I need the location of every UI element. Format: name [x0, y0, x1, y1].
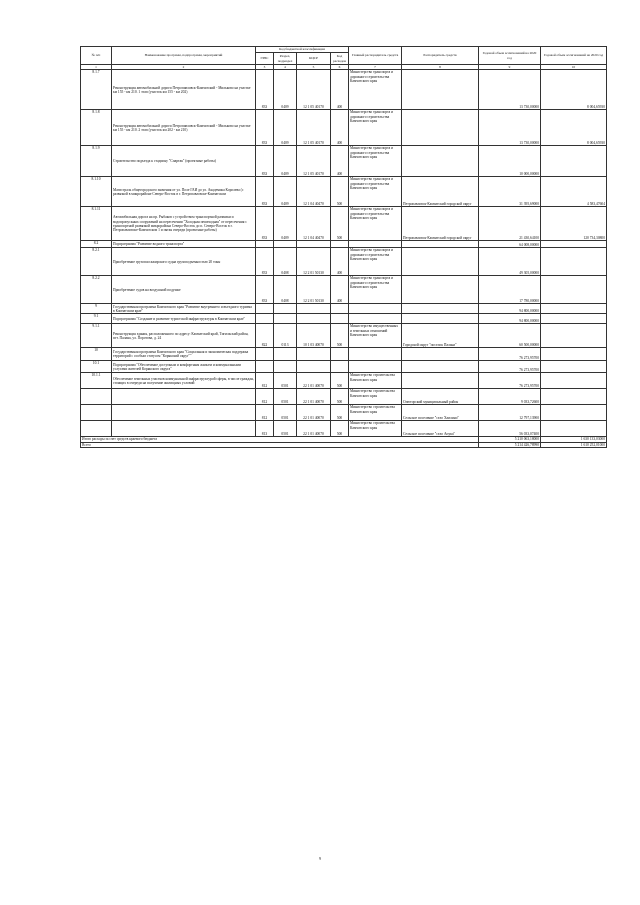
- row-name: Подпрограмма "Развитие водного транспорта": [112, 241, 256, 248]
- row-value-2: [541, 324, 607, 348]
- row-manager: Министерство строительства Камчатского края: [349, 421, 402, 437]
- row-recipient: Сельское поселение "село Хаилино": [402, 405, 479, 421]
- row-recipient: Петропавловск-Камчатский городской округ: [402, 177, 479, 207]
- column-number: 4: [274, 65, 297, 70]
- row-ksr: 22 1 01 40070: [297, 421, 331, 437]
- table-row: [81, 146, 607, 177]
- row-manager: Министерство строительства Камчатского края: [349, 373, 402, 389]
- header-sum-2020b: Годовой объем ассигнований на 2020 год: [541, 47, 607, 65]
- row-ksr: 22 1 01 40070: [297, 405, 331, 421]
- total-row: [81, 442, 607, 447]
- row-value-2: [541, 405, 607, 421]
- row-recipient: Петропавловск-Камчатский городской округ: [402, 207, 479, 241]
- row-name: Подпрограмма "Обеспечение доступным и комфортным жильем и коммунальными услугами жителей Корякского округа": [112, 361, 256, 373]
- row-number: 8.1.10: [81, 177, 112, 207]
- row-razdel: 0408: [274, 276, 297, 304]
- row-grbs: [256, 314, 274, 324]
- row-number: 8.1.11: [81, 207, 112, 241]
- row-value-2: [541, 276, 607, 304]
- row-manager: [349, 241, 402, 248]
- table-row: [81, 248, 607, 276]
- row-kvr: 400: [331, 276, 349, 304]
- row-manager: Министерство транспорта и дорожного строительства Камчатского края: [349, 276, 402, 304]
- row-razdel: 0409: [274, 70, 297, 110]
- row-razdel: 0501: [274, 389, 297, 405]
- row-recipient: [402, 241, 479, 248]
- table-row: [81, 177, 607, 207]
- row-number: 8.1.9: [81, 146, 112, 177]
- header-manager: Главный распорядитель средств: [349, 47, 402, 65]
- row-kvr: 400: [331, 146, 349, 177]
- row-value-2: 4 583,47604: [541, 177, 607, 207]
- row-value-1: 10 000,00000: [479, 146, 541, 177]
- row-value-2: 8 004,65930: [541, 70, 607, 110]
- row-grbs: 833: [256, 70, 274, 110]
- column-number: 10: [541, 65, 607, 70]
- row-number: [81, 421, 112, 437]
- row-value-1: 12 797,13900: [479, 405, 541, 421]
- row-name: Строительство подъезда к стадиону "Спартак" (проектные работы): [112, 146, 256, 177]
- row-number: 10.1: [81, 361, 112, 373]
- total-value-2: 1 610 252,01000: [541, 442, 607, 447]
- row-manager: Министерство строительства Камчатского края: [349, 405, 402, 421]
- row-value-1: 94 800,00000: [479, 304, 541, 314]
- column-number: 2: [112, 65, 256, 70]
- column-number: 6: [331, 65, 349, 70]
- row-grbs: 833: [256, 248, 274, 276]
- row-razdel: 0408: [274, 248, 297, 276]
- total-label: Всего: [81, 442, 479, 447]
- row-kvr: [331, 241, 349, 248]
- row-ksr: 12 2 01 50130: [297, 276, 331, 304]
- row-kvr: 400: [331, 248, 349, 276]
- row-manager: Министерство транспорта и дорожного строительства Камчатского края: [349, 248, 402, 276]
- row-razdel: [274, 304, 297, 314]
- row-value-1: 13 730,00000: [479, 70, 541, 110]
- row-grbs: 812: [256, 373, 274, 389]
- row-grbs: 812: [256, 389, 274, 405]
- row-grbs: 822: [256, 324, 274, 348]
- row-ksr: [297, 241, 331, 248]
- row-kvr: 500: [331, 373, 349, 389]
- row-name: Приобретение судов на воздушной подушке: [112, 276, 256, 304]
- row-grbs: 833: [256, 207, 274, 241]
- row-recipient: [402, 70, 479, 110]
- row-grbs: 812: [256, 405, 274, 421]
- row-name: Реконструкция автомобильной дороги Петропавловск-Камчатский - Мильково на участке км 155 - км 210. 2 этап (участок км 202 - км 210): [112, 110, 256, 146]
- row-value-2: 120 734,30800: [541, 207, 607, 241]
- appropriations-table: [80, 46, 607, 448]
- row-kvr: 400: [331, 110, 349, 146]
- row-value-2: [541, 389, 607, 405]
- row-value-2: [541, 361, 607, 373]
- row-recipient: [402, 304, 479, 314]
- column-number: 9: [479, 65, 541, 70]
- row-name: [112, 421, 256, 437]
- table-row: [81, 241, 607, 248]
- row-number: 8.1.8: [81, 110, 112, 146]
- table-row: [81, 276, 607, 304]
- row-value-1: 9 033,72600: [479, 389, 541, 405]
- row-recipient: Городской округ "поселок Палана": [402, 324, 479, 348]
- table-row: [81, 389, 607, 405]
- row-razdel: [274, 348, 297, 361]
- row-value-1: 94 800,00000: [479, 314, 541, 324]
- row-grbs: 833: [256, 146, 274, 177]
- row-recipient: Олюторский муниципальный район: [402, 389, 479, 405]
- table-body: [81, 70, 607, 437]
- row-ksr: 12 2 01 50130: [297, 248, 331, 276]
- header-razdel: Раздел, подраздел: [274, 53, 297, 65]
- row-kvr: [331, 348, 349, 361]
- row-name: Магистраль общегородского значения от ул. Поле ГАИ до ул. Академика Королева (с развязкой в микрорайоне Северо-Восток в г. Петропавловске-Камчатском: [112, 177, 256, 207]
- row-value-2: [541, 421, 607, 437]
- row-razdel: 0409: [274, 207, 297, 241]
- row-name: [112, 389, 256, 405]
- row-kvr: 500: [331, 324, 349, 348]
- row-razdel: 0409: [274, 146, 297, 177]
- row-name: Автомобильная дорога на пр. Рыбаков с устройством транспортной развязки и водопропускных сооружений на пересечении "Холодная пешеходная" от пересечения с транспортной развязкой микрорайона Северо-Восток до п. Северо-Восток в г. Петропавловске-Камчатском 1 и пятая очереди (проектные работы): [112, 207, 256, 241]
- column-number: 1: [81, 65, 112, 70]
- row-number: [81, 389, 112, 405]
- header-sum-2020: Годовой объем ассигнований на 2020 год: [479, 47, 541, 65]
- row-number: 8.2.1: [81, 248, 112, 276]
- header-name: Наименование программ, подпрограмм, мероприятий: [112, 47, 256, 65]
- row-kvr: 400: [331, 70, 349, 110]
- total-value-1: 5 214 426,78990: [479, 442, 541, 447]
- row-kvr: 500: [331, 207, 349, 241]
- row-ksr: 10 1 03 40070: [297, 324, 331, 348]
- row-kvr: 500: [331, 177, 349, 207]
- row-grbs: 833: [256, 276, 274, 304]
- table-row: [81, 314, 607, 324]
- header-ksr: КЦСР: [297, 53, 331, 65]
- header-num: № п/п: [81, 47, 112, 65]
- row-ksr: 12 1 05 40170: [297, 70, 331, 110]
- row-value-1: 64 008,00000: [479, 241, 541, 248]
- row-recipient: [402, 248, 479, 276]
- row-value-2: [541, 373, 607, 389]
- row-razdel: 0409: [274, 110, 297, 146]
- row-recipient: [402, 373, 479, 389]
- row-razdel: [274, 361, 297, 373]
- row-manager: Министерство строительства Камчатского края: [349, 389, 402, 405]
- row-value-2: [541, 304, 607, 314]
- table-row: [81, 405, 607, 421]
- row-value-2: [541, 348, 607, 361]
- row-kvr: [331, 314, 349, 324]
- row-name: Обеспечение земельных участков коммунальной инфраструктурой сферы, в числе граждан, стоящих в очереди на получение жилищных условий: [112, 373, 256, 389]
- row-recipient: [402, 146, 479, 177]
- row-ksr: [297, 361, 331, 373]
- row-recipient: [402, 314, 479, 324]
- table-row: [81, 324, 607, 348]
- row-number: 10.1.1: [81, 373, 112, 389]
- row-manager: Министерство транспорта и дорожного строительства Камчатского края: [349, 110, 402, 146]
- table-row: [81, 70, 607, 110]
- row-recipient: [402, 361, 479, 373]
- row-ksr: 22 1 01 40070: [297, 373, 331, 389]
- row-number: [81, 405, 112, 421]
- row-number: 8.1.7: [81, 70, 112, 110]
- row-manager: Министерство транспорта и дорожного строительства Камчатского края: [349, 146, 402, 177]
- row-number: 8.2.2: [81, 276, 112, 304]
- row-kvr: [331, 304, 349, 314]
- row-recipient: [402, 276, 479, 304]
- row-grbs: 813: [256, 421, 274, 437]
- row-manager: [349, 314, 402, 324]
- table-row: [81, 110, 607, 146]
- row-kvr: [331, 361, 349, 373]
- row-value-1: 76 273,95700: [479, 373, 541, 389]
- subtotal-label: Итого расходы за счет средств краевого бюджета: [81, 437, 479, 442]
- row-ksr: 12 1 04 40470: [297, 177, 331, 207]
- row-value-2: [541, 241, 607, 248]
- subtotal-value-2: 1 630 133,03000: [541, 437, 607, 442]
- row-value-2: 8 004,65930: [541, 110, 607, 146]
- row-grbs: [256, 241, 274, 248]
- row-value-1: 21 430,64100: [479, 207, 541, 241]
- row-number: 9.1: [81, 314, 112, 324]
- row-grbs: [256, 361, 274, 373]
- column-number: 3: [256, 65, 274, 70]
- row-razdel: 0501: [274, 405, 297, 421]
- page-number: 9: [319, 856, 321, 861]
- row-value-1: 13 730,00000: [479, 110, 541, 146]
- row-value-1: 76 273,95700: [479, 348, 541, 361]
- table-row: [81, 421, 607, 437]
- row-ksr: 12 1 04 40470: [297, 207, 331, 241]
- table-row: [81, 207, 607, 241]
- row-kvr: 500: [331, 405, 349, 421]
- row-value-1: 56 033,07400: [479, 421, 541, 437]
- row-name: [112, 405, 256, 421]
- column-number: 5: [297, 65, 331, 70]
- row-recipient: [402, 110, 479, 146]
- row-razdel: 0501: [274, 373, 297, 389]
- row-ksr: 22 1 01 40070: [297, 389, 331, 405]
- header-codes-group: Код бюджетной классификации: [256, 47, 349, 53]
- row-value-1: 60 500,00000: [479, 324, 541, 348]
- row-number: 9: [81, 304, 112, 314]
- table-row: [81, 373, 607, 389]
- row-number: 10: [81, 348, 112, 361]
- row-kvr: 500: [331, 421, 349, 437]
- row-ksr: [297, 348, 331, 361]
- row-value-2: [541, 146, 607, 177]
- row-ksr: 12 1 05 40170: [297, 146, 331, 177]
- row-ksr: [297, 314, 331, 324]
- row-razdel: 0409: [274, 177, 297, 207]
- row-name: Государственная программа Камчатского края "Социальная и экономическая поддержка территорий с особым статусом "Корякский округ"": [112, 348, 256, 361]
- row-ksr: 12 1 05 40170: [297, 110, 331, 146]
- subtotal-value-1: 5 210 063,18000: [479, 437, 541, 442]
- row-razdel: [274, 314, 297, 324]
- row-razdel: 0113: [274, 324, 297, 348]
- row-kvr: 500: [331, 389, 349, 405]
- row-grbs: 833: [256, 110, 274, 146]
- row-manager: Министерство транспорта и дорожного строительства Камчатского края: [349, 207, 402, 241]
- row-recipient: [402, 348, 479, 361]
- row-ksr: [297, 304, 331, 314]
- row-grbs: [256, 348, 274, 361]
- row-value-1: 49 305,00000: [479, 248, 541, 276]
- row-value-2: [541, 248, 607, 276]
- table-row: [81, 304, 607, 314]
- table-row: [81, 361, 607, 373]
- row-manager: [349, 348, 402, 361]
- header-grbs: ГРБС: [256, 53, 274, 65]
- row-grbs: [256, 304, 274, 314]
- row-name: Государственная программа Камчатского края "Развитие внутреннего и въездного туризма в Камчатском крае": [112, 304, 256, 314]
- row-number: 9.1.1: [81, 324, 112, 348]
- row-value-1: 76 273,95700: [479, 361, 541, 373]
- row-name: Реконструкция здания, расположенного по адресу: Камчатский край, Тигильский район, пгт. Палана, ул. Поротова, д. 24: [112, 324, 256, 348]
- table-header: [81, 47, 607, 70]
- row-recipient: Сельское поселение "село Апука": [402, 421, 479, 437]
- table-row: [81, 348, 607, 361]
- header-recipient: Распорядитель средств: [402, 47, 479, 65]
- row-value-1: 17 780,00000: [479, 276, 541, 304]
- row-manager: Министерство транспорта и дорожного строительства Камчатского края: [349, 70, 402, 110]
- row-manager: [349, 361, 402, 373]
- column-number: 8: [402, 65, 479, 70]
- row-manager: [349, 304, 402, 314]
- table-footer: [81, 437, 607, 448]
- row-name: Подпрограмма "Создание и развитие туристской инфраструктуры в Камчатском крае": [112, 314, 256, 324]
- row-razdel: [274, 241, 297, 248]
- row-razdel: 0501: [274, 421, 297, 437]
- row-manager: Министерство транспорта и дорожного строительства Камчатского края: [349, 177, 402, 207]
- row-manager: Министерство имущественных и земельных отношений Камчатского края: [349, 324, 402, 348]
- row-number: 8.2: [81, 241, 112, 248]
- row-value-1: 31 395,69000: [479, 177, 541, 207]
- header-kvr: Код расходов: [331, 53, 349, 65]
- row-grbs: 833: [256, 177, 274, 207]
- column-number: 7: [349, 65, 402, 70]
- row-value-2: [541, 314, 607, 324]
- row-name: Приобретение грузопассажирского судна грузоподъемностью 20 тонн: [112, 248, 256, 276]
- row-name: Реконструкция автомобильной дороги Петропавловск-Камчатский - Мильково на участке км 155 - км 210. 1 этап (участок км 155 - км 202): [112, 70, 256, 110]
